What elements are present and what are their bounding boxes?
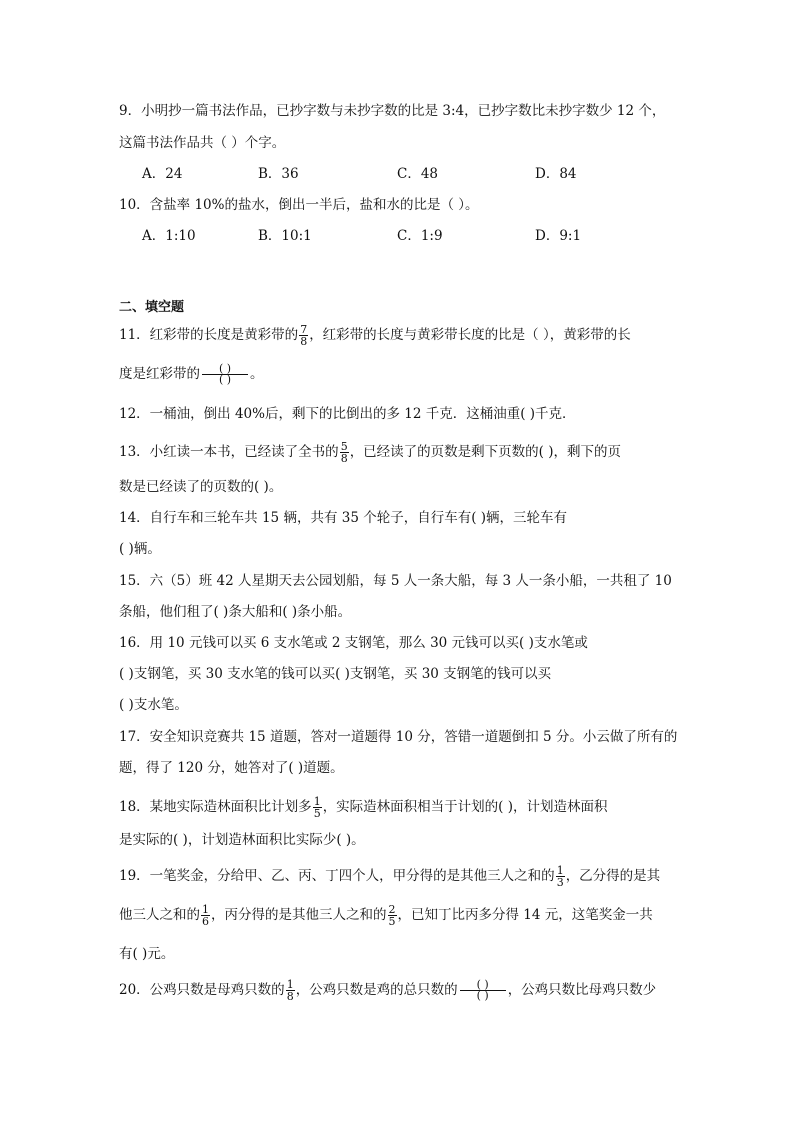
question-11-text-b: ，红彩带的长度与黄彩带长度的比是（ ），黄彩带的长 — [309, 327, 631, 343]
question-15-line-1: 15．六（5）班 42 人星期天去公园划船，每 5 人一条大船，每 3 人一条小船，一共租了 10 — [119, 573, 672, 589]
question-17-line-1: 17．安全知识竞赛共 15 道题，答对一道题得 10 分，答错一道题倒扣 5 分。小云做了所有的 — [119, 729, 678, 745]
fraction-1-6: $\frac{1}{6}$ — [202, 903, 209, 928]
question-9-line-2: 这篇书法作品共（ ）个字。 — [119, 135, 286, 151]
question-11-text-c: 度是红彩带的 — [119, 366, 200, 382]
question-11-line-2 — [119, 364, 264, 385]
question-19-text-a: 19．一笔奖金，分给甲、乙、丙、丁四个人，甲分得的是其他三人之和的 — [119, 868, 555, 884]
question-20-line-1 — [119, 979, 656, 1002]
question-11-answer-fraction-blank[interactable]: $\frac{( )}{( )}$ — [202, 364, 248, 385]
question-18-text-b: ，实际造林面积相当于计划的( )，计划造林面积 — [322, 799, 608, 815]
question-19-text-d: ，丙分得的是其他三人之和的 — [211, 907, 387, 923]
question-10-option-b[interactable]: B．10:1 — [258, 228, 312, 244]
question-13-text-b: ，已经读了的页数是剩下页数的( )，剩下的页 — [349, 444, 622, 460]
question-9-line-1: 9．小明抄一篇书法作品，已抄字数与未抄字数的比是 3:4，已抄字数比未抄字数少 12 个， — [119, 103, 666, 119]
question-13-line-1 — [119, 441, 621, 464]
question-14-line-1: 14．自行车和三轮车共 15 辆，共有 35 个轮子，自行车有( )辆，三轮车有 — [119, 510, 568, 526]
question-19-text-e: ，已知丁比丙多分得 14 元，这笔奖金一共 — [397, 907, 653, 923]
question-20-answer-fraction-blank[interactable]: $\frac{( )}{( )}$ — [460, 980, 506, 1001]
question-19-line-2 — [119, 904, 653, 927]
question-20-text-c: ，公鸡只数比母鸡只数少 — [507, 982, 657, 998]
fraction-1-3: $\frac{1}{3}$ — [556, 864, 564, 889]
question-10-option-a[interactable]: A．1:10 — [142, 228, 196, 244]
question-9-option-a[interactable]: A．24 — [142, 166, 183, 182]
fraction-2-5: $\frac{2}{5}$ — [388, 903, 396, 928]
question-9-option-d[interactable]: D．84 — [535, 166, 577, 182]
question-13-text-a: 13．小红读一本书，已经读了全书的 — [119, 444, 339, 460]
question-18-line-1 — [119, 796, 608, 819]
question-19-text-c: 他三人之和的 — [119, 907, 200, 923]
question-9-option-c[interactable]: C．48 — [397, 166, 439, 182]
question-12-line-1: 12．一桶油，倒出 40%后，剩下的比倒出的多 12 千克．这桶油重( )千克． — [119, 406, 576, 422]
question-10-line-1: 10．含盐率 10%的盐水，倒出一半后，盐和水的比是（ ）。 — [119, 197, 479, 213]
question-9-option-b[interactable]: B．36 — [258, 166, 299, 182]
question-10-option-c[interactable]: C．1:9 — [397, 228, 443, 244]
question-16-line-2: ( )支钢笔，买 30 支水笔的钱可以买( )支钢笔，买 30 支钢笔的钱可以买 — [119, 666, 552, 682]
question-18-text-a: 18．某地实际造林面积比计划多 — [119, 799, 312, 815]
question-11-text-a: 11．红彩带的长度是黄彩带的 — [119, 327, 299, 343]
question-19-line-3: 有( )元。 — [119, 946, 175, 962]
section-heading-fill-in: 二、填空题 — [119, 300, 185, 315]
question-19-text-b: ，乙分得的是其 — [565, 868, 661, 884]
fraction-5-8: $\frac{5}{8}$ — [340, 440, 348, 465]
question-16-line-3: ( )支水笔。 — [119, 697, 188, 713]
question-10-option-d[interactable]: D．9:1 — [535, 228, 582, 244]
question-19-line-1 — [119, 865, 660, 888]
question-11-line-1 — [119, 324, 631, 347]
question-14-line-2: ( )辆。 — [119, 541, 161, 557]
question-20-text-a: 20．公鸡只数是母鸡只数的 — [119, 982, 285, 998]
fraction-1-8: $\frac{1}{8}$ — [286, 978, 294, 1003]
question-17-line-2: 题，得了 120 分，她答对了( )道题。 — [119, 760, 344, 776]
question-20-text-b: ，公鸡只数是鸡的总只数的 — [295, 982, 458, 998]
question-16-line-1: 16．用 10 元钱可以买 6 支水笔或 2 支钢笔，那么 30 元钱可以买( )支水笔或 — [119, 635, 588, 651]
question-18-line-2: 是实际的( )，计划造林面积比实际少( )。 — [119, 832, 365, 848]
fraction-7-8: $\frac{7}{8}$ — [300, 323, 308, 348]
fraction-1-5: $\frac{1}{5}$ — [313, 795, 321, 820]
question-11-text-d: 。 — [250, 366, 264, 382]
question-13-line-2: 数是已经读了的页数的( )。 — [119, 479, 283, 495]
question-15-line-2: 条船，他们租了( )条大船和( )条小船。 — [119, 604, 352, 620]
